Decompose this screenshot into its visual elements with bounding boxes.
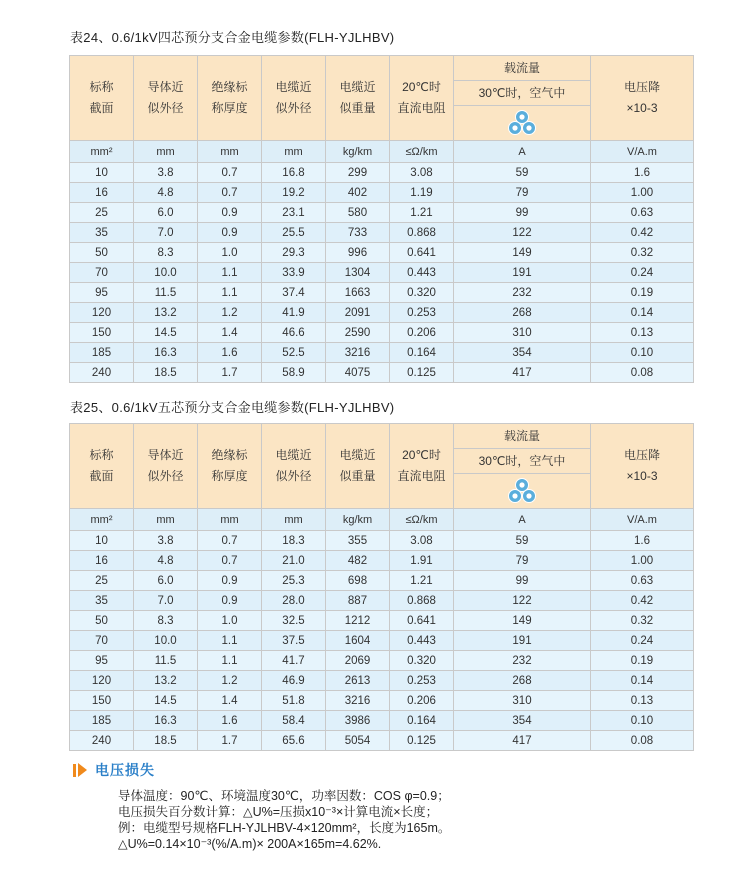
condition-header: 30℃时，空气中 bbox=[454, 81, 591, 106]
table-cell: 1.0 bbox=[198, 243, 262, 263]
table-cell: 417 bbox=[454, 363, 591, 383]
note-line: △U%=0.14×10⁻³(%/A.m)× 200A×165m=4.62%. bbox=[118, 837, 382, 851]
table-cell: 0.206 bbox=[390, 691, 454, 711]
condition-header: 30℃时，空气中 bbox=[454, 449, 591, 474]
table-cell: 185 bbox=[70, 711, 134, 731]
table-cell: 0.9 bbox=[198, 223, 262, 243]
table-cell: 120 bbox=[70, 303, 134, 323]
table-cell: 355 bbox=[326, 531, 390, 551]
table-cell: 10.0 bbox=[134, 263, 198, 283]
table-row bbox=[70, 283, 694, 303]
table-cell: 7.0 bbox=[134, 591, 198, 611]
table-row bbox=[70, 303, 694, 323]
units-row bbox=[70, 509, 694, 531]
table-cell: 37.5 bbox=[262, 631, 326, 651]
table-cell: 4.8 bbox=[134, 551, 198, 571]
table-cell: 0.13 bbox=[591, 691, 694, 711]
table-cell: 50 bbox=[70, 611, 134, 631]
table-row bbox=[70, 531, 694, 551]
table-cell: 354 bbox=[454, 343, 591, 363]
column-header bbox=[262, 424, 326, 509]
table-cell: 0.320 bbox=[390, 651, 454, 671]
note-line: 电压损失百分数计算：△U%=压损x10⁻³×计算电流×长度； bbox=[118, 805, 439, 819]
unit-cell: mm bbox=[262, 509, 326, 531]
table-row bbox=[70, 731, 694, 751]
table-cell: 25 bbox=[70, 203, 134, 223]
table-cell: 1.6 bbox=[591, 531, 694, 551]
table-cell: 79 bbox=[454, 183, 591, 203]
header-text: 似外径 bbox=[147, 469, 184, 483]
column-header bbox=[262, 56, 326, 141]
table-cell: 0.164 bbox=[390, 343, 454, 363]
table-cell: 6.0 bbox=[134, 571, 198, 591]
table-cell: 0.164 bbox=[390, 711, 454, 731]
table-row bbox=[70, 571, 694, 591]
table-cell: 51.8 bbox=[262, 691, 326, 711]
table-cell: 50 bbox=[70, 243, 134, 263]
voltage-drop-header bbox=[591, 56, 694, 141]
table-cell: 0.24 bbox=[591, 263, 694, 283]
column-header bbox=[198, 424, 262, 509]
table-cell: 2091 bbox=[326, 303, 390, 323]
header-row bbox=[70, 56, 694, 81]
unit-cell: mm² bbox=[70, 141, 134, 163]
table-cell: 0.19 bbox=[591, 651, 694, 671]
header-text: 电缆近 bbox=[275, 448, 312, 462]
note-line: 例：电缆型号规格FLH-YJLHBV-4×120mm²，长度为165m。 bbox=[118, 821, 451, 835]
column-header bbox=[70, 424, 134, 509]
table-cell: 0.42 bbox=[591, 591, 694, 611]
table-cell: 1.4 bbox=[198, 691, 262, 711]
table-cell: 79 bbox=[454, 551, 591, 571]
table-cell: 3216 bbox=[326, 691, 390, 711]
table-cell: 3.8 bbox=[134, 531, 198, 551]
header-text: 似外径 bbox=[275, 101, 312, 115]
unit-cell: mm bbox=[134, 509, 198, 531]
table-row bbox=[70, 691, 694, 711]
table-cell: 1.6 bbox=[198, 711, 262, 731]
table-cell: 0.9 bbox=[198, 571, 262, 591]
column-header bbox=[326, 424, 390, 509]
table-cell: 1.1 bbox=[198, 651, 262, 671]
unit-cell: kg/km bbox=[326, 509, 390, 531]
table-cell: 16 bbox=[70, 551, 134, 571]
table-cell: 35 bbox=[70, 591, 134, 611]
table-cell: 1.1 bbox=[198, 631, 262, 651]
table-cell: 41.7 bbox=[262, 651, 326, 671]
table-row bbox=[70, 183, 694, 203]
unit-cell: V/A.m bbox=[591, 509, 694, 531]
table-cell: 14.5 bbox=[134, 323, 198, 343]
table-cell: 733 bbox=[326, 223, 390, 243]
table-cell: 191 bbox=[454, 263, 591, 283]
table-cell: 1.7 bbox=[198, 363, 262, 383]
table-cell: 0.125 bbox=[390, 363, 454, 383]
header-text: 导体近 bbox=[147, 80, 184, 94]
column-header bbox=[70, 56, 134, 141]
table-cell: 0.125 bbox=[390, 731, 454, 751]
table-cell: 46.6 bbox=[262, 323, 326, 343]
table-cell: 3216 bbox=[326, 343, 390, 363]
table-cell: 0.7 bbox=[198, 183, 262, 203]
table-cell: 1.2 bbox=[198, 303, 262, 323]
voltage-loss-notes bbox=[118, 788, 450, 852]
table-cell: 240 bbox=[70, 363, 134, 383]
table-cell: 232 bbox=[454, 283, 591, 303]
table-cell: 0.08 bbox=[591, 363, 694, 383]
table-cell: 6.0 bbox=[134, 203, 198, 223]
table-cell: 33.9 bbox=[262, 263, 326, 283]
table-cell: 580 bbox=[326, 203, 390, 223]
section-arrow-icon bbox=[73, 763, 87, 777]
table-cell: 16 bbox=[70, 183, 134, 203]
header-text: 绝缘标 bbox=[211, 80, 248, 94]
table-cell: 70 bbox=[70, 263, 134, 283]
header-text: 称厚度 bbox=[211, 469, 248, 483]
unit-cell: mm bbox=[134, 141, 198, 163]
table-row bbox=[70, 223, 694, 243]
table-cell: 1.00 bbox=[591, 183, 694, 203]
header-text: 电缆近 bbox=[339, 448, 376, 462]
table-cell: 0.08 bbox=[591, 731, 694, 751]
table-row bbox=[70, 711, 694, 731]
header-text: 似外径 bbox=[275, 469, 312, 483]
table-cell: 402 bbox=[326, 183, 390, 203]
table-cell: 120 bbox=[70, 671, 134, 691]
table-cell: 0.641 bbox=[390, 243, 454, 263]
header-text: 电压降 bbox=[623, 80, 660, 94]
header-text: 20℃时 bbox=[402, 448, 441, 462]
table-cell: 1.4 bbox=[198, 323, 262, 343]
table-cell: 299 bbox=[326, 163, 390, 183]
table-cell: 58.4 bbox=[262, 711, 326, 731]
table-cell: 25.5 bbox=[262, 223, 326, 243]
table-cell: 4075 bbox=[326, 363, 390, 383]
table-cell: 7.0 bbox=[134, 223, 198, 243]
table-cell: 65.6 bbox=[262, 731, 326, 751]
table-cell: 240 bbox=[70, 731, 134, 751]
table-row bbox=[70, 363, 694, 383]
table-cell: 2613 bbox=[326, 671, 390, 691]
table-cell: 1.0 bbox=[198, 611, 262, 631]
header-text: 电缆近 bbox=[275, 80, 312, 94]
table-cell: 354 bbox=[454, 711, 591, 731]
table-cell: 1.21 bbox=[390, 571, 454, 591]
table-cell: 8.3 bbox=[134, 611, 198, 631]
table-cell: 191 bbox=[454, 631, 591, 651]
header-text: 20℃时 bbox=[402, 80, 441, 94]
table-cell: 1212 bbox=[326, 611, 390, 631]
column-header bbox=[134, 56, 198, 141]
table-cell: 0.868 bbox=[390, 223, 454, 243]
column-header bbox=[134, 424, 198, 509]
table-cell: 1604 bbox=[326, 631, 390, 651]
table-row bbox=[70, 163, 694, 183]
table-cell: 0.443 bbox=[390, 263, 454, 283]
table-row bbox=[70, 611, 694, 631]
table-cell: 59 bbox=[454, 163, 591, 183]
table-cell: 1663 bbox=[326, 283, 390, 303]
table-cell: 2069 bbox=[326, 651, 390, 671]
header-text: 称厚度 bbox=[211, 101, 248, 115]
table-cell: 1.2 bbox=[198, 671, 262, 691]
table-cell: 268 bbox=[454, 303, 591, 323]
table-cell: 25.3 bbox=[262, 571, 326, 591]
units-row bbox=[70, 141, 694, 163]
table-cell: 150 bbox=[70, 691, 134, 711]
table-row bbox=[70, 343, 694, 363]
table-row bbox=[70, 243, 694, 263]
table-cell: 0.14 bbox=[591, 671, 694, 691]
table-cell: 4.8 bbox=[134, 183, 198, 203]
table-cell: 0.206 bbox=[390, 323, 454, 343]
table-cell: 0.253 bbox=[390, 671, 454, 691]
table-cell: 11.5 bbox=[134, 651, 198, 671]
table-cell: 482 bbox=[326, 551, 390, 571]
table-cell: 13.2 bbox=[134, 671, 198, 691]
header-text: 截面 bbox=[89, 101, 114, 115]
column-header bbox=[198, 56, 262, 141]
table-row bbox=[70, 591, 694, 611]
table-cell: 1.1 bbox=[198, 263, 262, 283]
table-cell: 95 bbox=[70, 283, 134, 303]
table-cell: 0.443 bbox=[390, 631, 454, 651]
table-cell: 35 bbox=[70, 223, 134, 243]
column-header bbox=[326, 56, 390, 141]
table-cell: 25 bbox=[70, 571, 134, 591]
table-cell: 0.32 bbox=[591, 611, 694, 631]
table-cell: 3.08 bbox=[390, 163, 454, 183]
table-cell: 149 bbox=[454, 243, 591, 263]
header-text: 似重量 bbox=[339, 469, 376, 483]
table-cell: 16.3 bbox=[134, 711, 198, 731]
table-cell: 3.08 bbox=[390, 531, 454, 551]
three-core-trefoil-icon bbox=[507, 477, 537, 505]
voltage-loss-section bbox=[73, 760, 155, 780]
table-cell: 37.4 bbox=[262, 283, 326, 303]
header-text: 直流电阻 bbox=[397, 101, 446, 115]
table-cell: 0.63 bbox=[591, 203, 694, 223]
table-cell: 0.19 bbox=[591, 283, 694, 303]
unit-cell: kg/km bbox=[326, 141, 390, 163]
note-line: 导体温度：90℃、环境温度30℃，功率因数：COS φ=0.9； bbox=[118, 789, 450, 803]
table-row bbox=[70, 671, 694, 691]
table-row bbox=[70, 651, 694, 671]
table-cell: 5054 bbox=[326, 731, 390, 751]
header-row bbox=[70, 424, 694, 449]
table-cell: 23.1 bbox=[262, 203, 326, 223]
three-core-trefoil-icon bbox=[507, 109, 537, 137]
table-cell: 0.24 bbox=[591, 631, 694, 651]
capacity-header: 载流量 bbox=[454, 424, 591, 449]
cable-icon-cell bbox=[454, 106, 591, 141]
table-cell: 14.5 bbox=[134, 691, 198, 711]
table-cell: 1.19 bbox=[390, 183, 454, 203]
table-cell: 185 bbox=[70, 343, 134, 363]
header-text: ×10-3 bbox=[626, 469, 658, 483]
table-24-caption: 表24、0.6/1kV四芯预分支合金电缆参数(FLH-YJLHBV) bbox=[70, 30, 395, 45]
table-cell: 0.10 bbox=[591, 711, 694, 731]
table-cell: 310 bbox=[454, 323, 591, 343]
table-row bbox=[70, 203, 694, 223]
table-cell: 99 bbox=[454, 203, 591, 223]
section-title: 电压损失 bbox=[95, 762, 155, 778]
header-text: ×10-3 bbox=[626, 101, 658, 115]
table-cell: 70 bbox=[70, 631, 134, 651]
unit-cell: ≤Ω/km bbox=[390, 509, 454, 531]
header-text: 导体近 bbox=[147, 448, 184, 462]
table-cell: 150 bbox=[70, 323, 134, 343]
table-cell: 0.9 bbox=[198, 591, 262, 611]
header-text: 似外径 bbox=[147, 101, 184, 115]
table-cell: 0.32 bbox=[591, 243, 694, 263]
table-cell: 887 bbox=[326, 591, 390, 611]
table-cell: 3986 bbox=[326, 711, 390, 731]
table-cell: 698 bbox=[326, 571, 390, 591]
table-row bbox=[70, 323, 694, 343]
table-row bbox=[70, 263, 694, 283]
table-cell: 0.641 bbox=[390, 611, 454, 631]
table-cell: 10 bbox=[70, 531, 134, 551]
table-cell: 13.2 bbox=[134, 303, 198, 323]
table-cell: 41.9 bbox=[262, 303, 326, 323]
table-24 bbox=[69, 55, 694, 383]
table-cell: 268 bbox=[454, 671, 591, 691]
unit-cell: mm bbox=[198, 509, 262, 531]
table-cell: 58.9 bbox=[262, 363, 326, 383]
table-cell: 2590 bbox=[326, 323, 390, 343]
table-25 bbox=[69, 423, 694, 751]
column-header bbox=[390, 424, 454, 509]
table-cell: 59 bbox=[454, 531, 591, 551]
table-cell: 46.9 bbox=[262, 671, 326, 691]
table-cell: 95 bbox=[70, 651, 134, 671]
table-cell: 1.6 bbox=[591, 163, 694, 183]
table-cell: 0.13 bbox=[591, 323, 694, 343]
table-cell: 10.0 bbox=[134, 631, 198, 651]
voltage-drop-header bbox=[591, 424, 694, 509]
table-cell: 52.5 bbox=[262, 343, 326, 363]
unit-cell: A bbox=[454, 141, 591, 163]
cable-icon-cell bbox=[454, 474, 591, 509]
table-cell: 16.8 bbox=[262, 163, 326, 183]
header-text: 标称 bbox=[89, 80, 114, 94]
table-cell: 0.7 bbox=[198, 551, 262, 571]
table-cell: 8.3 bbox=[134, 243, 198, 263]
unit-cell: V/A.m bbox=[591, 141, 694, 163]
unit-cell: A bbox=[454, 509, 591, 531]
header-text: 电缆近 bbox=[339, 80, 376, 94]
table-cell: 11.5 bbox=[134, 283, 198, 303]
unit-cell: mm bbox=[198, 141, 262, 163]
table-cell: 310 bbox=[454, 691, 591, 711]
table-cell: 0.9 bbox=[198, 203, 262, 223]
table-cell: 16.3 bbox=[134, 343, 198, 363]
table-cell: 1.6 bbox=[198, 343, 262, 363]
table-row bbox=[70, 551, 694, 571]
table-cell: 18.3 bbox=[262, 531, 326, 551]
table-cell: 0.14 bbox=[591, 303, 694, 323]
table-cell: 99 bbox=[454, 571, 591, 591]
table-cell: 417 bbox=[454, 731, 591, 751]
table-cell: 0.63 bbox=[591, 571, 694, 591]
table-cell: 1.91 bbox=[390, 551, 454, 571]
table-cell: 1.21 bbox=[390, 203, 454, 223]
table-cell: 28.0 bbox=[262, 591, 326, 611]
table-cell: 0.10 bbox=[591, 343, 694, 363]
capacity-header: 载流量 bbox=[454, 56, 591, 81]
table-row bbox=[70, 631, 694, 651]
table-cell: 10 bbox=[70, 163, 134, 183]
table-cell: 149 bbox=[454, 611, 591, 631]
table-cell: 18.5 bbox=[134, 731, 198, 751]
table-cell: 1.00 bbox=[591, 551, 694, 571]
header-text: 似重量 bbox=[339, 101, 376, 115]
table-cell: 1304 bbox=[326, 263, 390, 283]
unit-cell: mm² bbox=[70, 509, 134, 531]
table-cell: 1.1 bbox=[198, 283, 262, 303]
table-cell: 3.8 bbox=[134, 163, 198, 183]
header-text: 绝缘标 bbox=[211, 448, 248, 462]
table-cell: 0.7 bbox=[198, 531, 262, 551]
header-text: 直流电阻 bbox=[397, 469, 446, 483]
table-cell: 0.868 bbox=[390, 591, 454, 611]
table-cell: 21.0 bbox=[262, 551, 326, 571]
table-cell: 32.5 bbox=[262, 611, 326, 631]
column-header bbox=[390, 56, 454, 141]
table-cell: 122 bbox=[454, 591, 591, 611]
table-cell: 232 bbox=[454, 651, 591, 671]
table-cell: 0.7 bbox=[198, 163, 262, 183]
table-cell: 29.3 bbox=[262, 243, 326, 263]
header-text: 截面 bbox=[89, 469, 114, 483]
table-cell: 19.2 bbox=[262, 183, 326, 203]
table-cell: 0.253 bbox=[390, 303, 454, 323]
unit-cell: mm bbox=[262, 141, 326, 163]
header-text: 电压降 bbox=[623, 448, 660, 462]
unit-cell: ≤Ω/km bbox=[390, 141, 454, 163]
table-cell: 122 bbox=[454, 223, 591, 243]
table-25-caption: 表25、0.6/1kV五芯预分支合金电缆参数(FLH-YJLHBV) bbox=[70, 400, 395, 415]
table-cell: 1.7 bbox=[198, 731, 262, 751]
table-cell: 0.42 bbox=[591, 223, 694, 243]
table-cell: 0.320 bbox=[390, 283, 454, 303]
header-text: 标称 bbox=[89, 448, 114, 462]
table-cell: 996 bbox=[326, 243, 390, 263]
table-cell: 18.5 bbox=[134, 363, 198, 383]
